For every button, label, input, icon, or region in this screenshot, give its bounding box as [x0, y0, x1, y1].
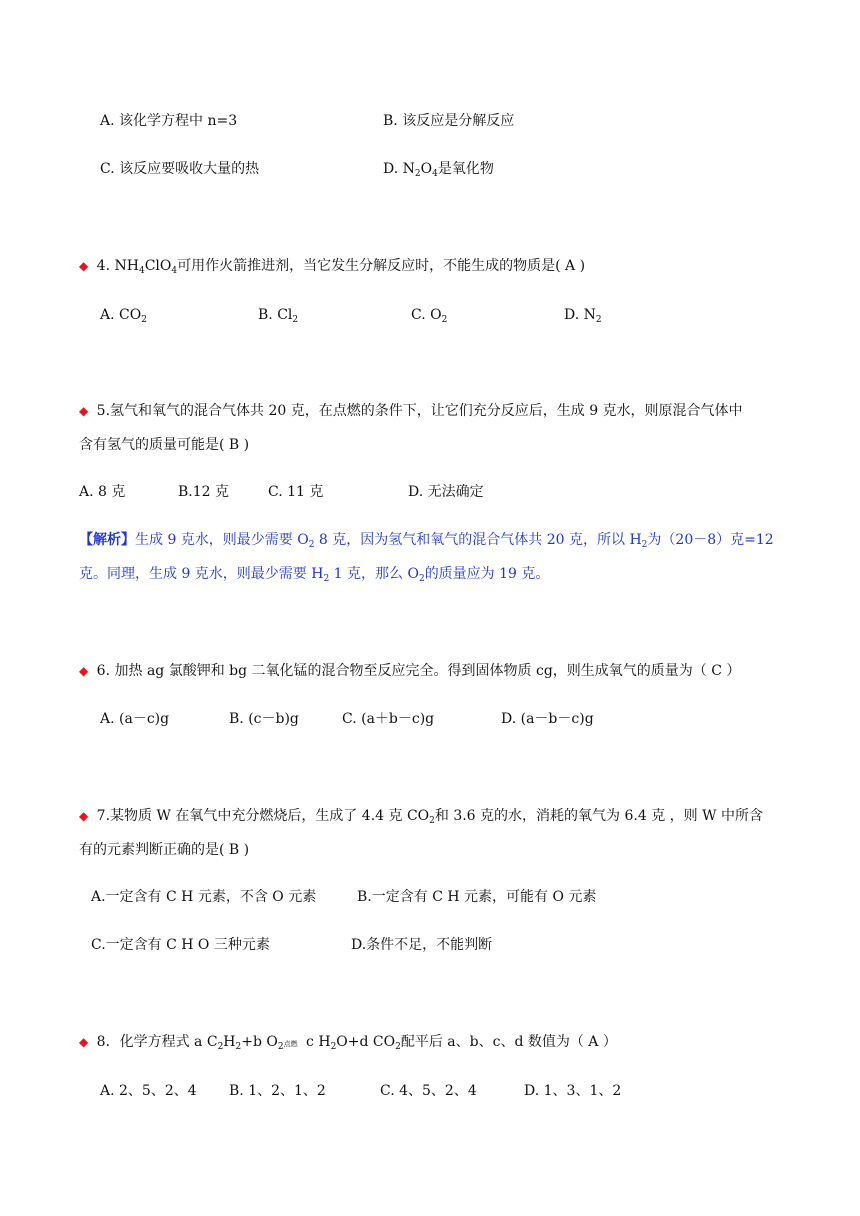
diamond-bullet-icon: ◆: [79, 259, 89, 273]
q7-stem-line1: ◆ 7.某物质 W 在氧气中充分燃烧后，生成了 4.4 克 $CO_2$和 3.6 克的水，消耗的氧气为 6.4 克 ，则 W 中所含: [79, 808, 763, 826]
q5-stem-line1: ◆ 5.氢气和氧气的混合气体共 20 克，在点燃的条件下，让它们充分反应后，生成 9 克水，则原混合气体中: [79, 403, 743, 419]
q4-option-c: C. $O_2$: [411, 307, 448, 325]
q3-option-c: C. 该反应要吸收大量的热: [100, 161, 260, 177]
q7-option-a: A.一定含有 C H 元素，不含 O 元素: [91, 889, 317, 905]
q5-option-a: A. 8 克: [79, 484, 126, 500]
q6-option-d: D. (a－b－c)g: [501, 711, 594, 727]
q7-stem-line2: 有的元素判断正确的是( B ): [79, 842, 250, 858]
q4-option-b: B. $Cl_2$: [258, 307, 299, 325]
diamond-bullet-icon: ◆: [79, 664, 89, 678]
diamond-bullet-icon: ◆: [79, 404, 89, 418]
q4-stem: ◆ 4. $NH_4ClO_4$可用作火箭推进剂，当它发生分解反应时，不能生成的物质是( A ): [79, 258, 586, 276]
q4-option-d: D. $N_2$: [564, 307, 602, 325]
q8-option-a: A. 2、5、2、4: [100, 1083, 197, 1099]
diamond-bullet-icon: ◆: [79, 809, 89, 823]
diamond-bullet-icon: ◆: [79, 1035, 89, 1049]
q3-option-d: D. $N_2O_4$是氧化物: [383, 161, 494, 179]
q6-option-b: B. (c－b)g: [229, 711, 299, 727]
analysis-tag: 【解析】: [79, 532, 135, 548]
q5-option-c: C. 11 克: [268, 484, 324, 500]
q5-stem-line2: 含有氢气的质量可能是( B ): [79, 437, 250, 453]
q8-option-c: C. 4、5、2、4: [380, 1083, 477, 1099]
q8-option-d: D. 1、3、1、2: [524, 1083, 622, 1099]
q5-analysis-line1: 【解析】生成 9 克水，则最少需要 $O_2$ 8 克，因为氢气和氧气的混合气体共 20 克，所以 $H_2$为（20－8）克=12: [79, 532, 774, 550]
q7-option-c: C.一定含有 C H O 三种元素: [91, 937, 270, 953]
q7-option-b: B.一定含有 C H 元素，可能有 O 元素: [357, 889, 597, 905]
q6-stem: ◆ 6. 加热 ag 氯酸钾和 bg 二氧化锰的混合物至反应完全。得到固体物质 cg，则生成氧气的质量为（ C ）: [79, 663, 741, 679]
q6-option-a: A. (a－c)g: [100, 711, 170, 727]
q7-option-d: D.条件不足，不能判断: [351, 937, 493, 953]
q5-option-d: D. 无法确定: [408, 484, 484, 500]
q5-analysis-line2: 克。同理，生成 9 克水，则最少需要 $H_2$ 1 克，那么 $O_2$的质量应为 19 克。: [79, 566, 550, 584]
q3-option-a: A. 该化学方程中 n=3: [100, 113, 238, 129]
q3-option-b: B. 该反应是分解反应: [383, 113, 515, 129]
q4-option-a: A. $CO_2$: [100, 307, 147, 325]
q5-option-b: B.12 克: [178, 484, 230, 500]
q6-option-c: C. (a＋b－c)g: [342, 711, 435, 727]
q8-stem: ◆ 8．化学方程式 a $C_2H_2+b$ $O_2$ 点燃 c $H_2O+d$ $CO_2$配平后 a、b、c、d 数值为（ A ）: [79, 1034, 617, 1052]
q8-option-b: B. 1、2、1、2: [229, 1083, 326, 1099]
